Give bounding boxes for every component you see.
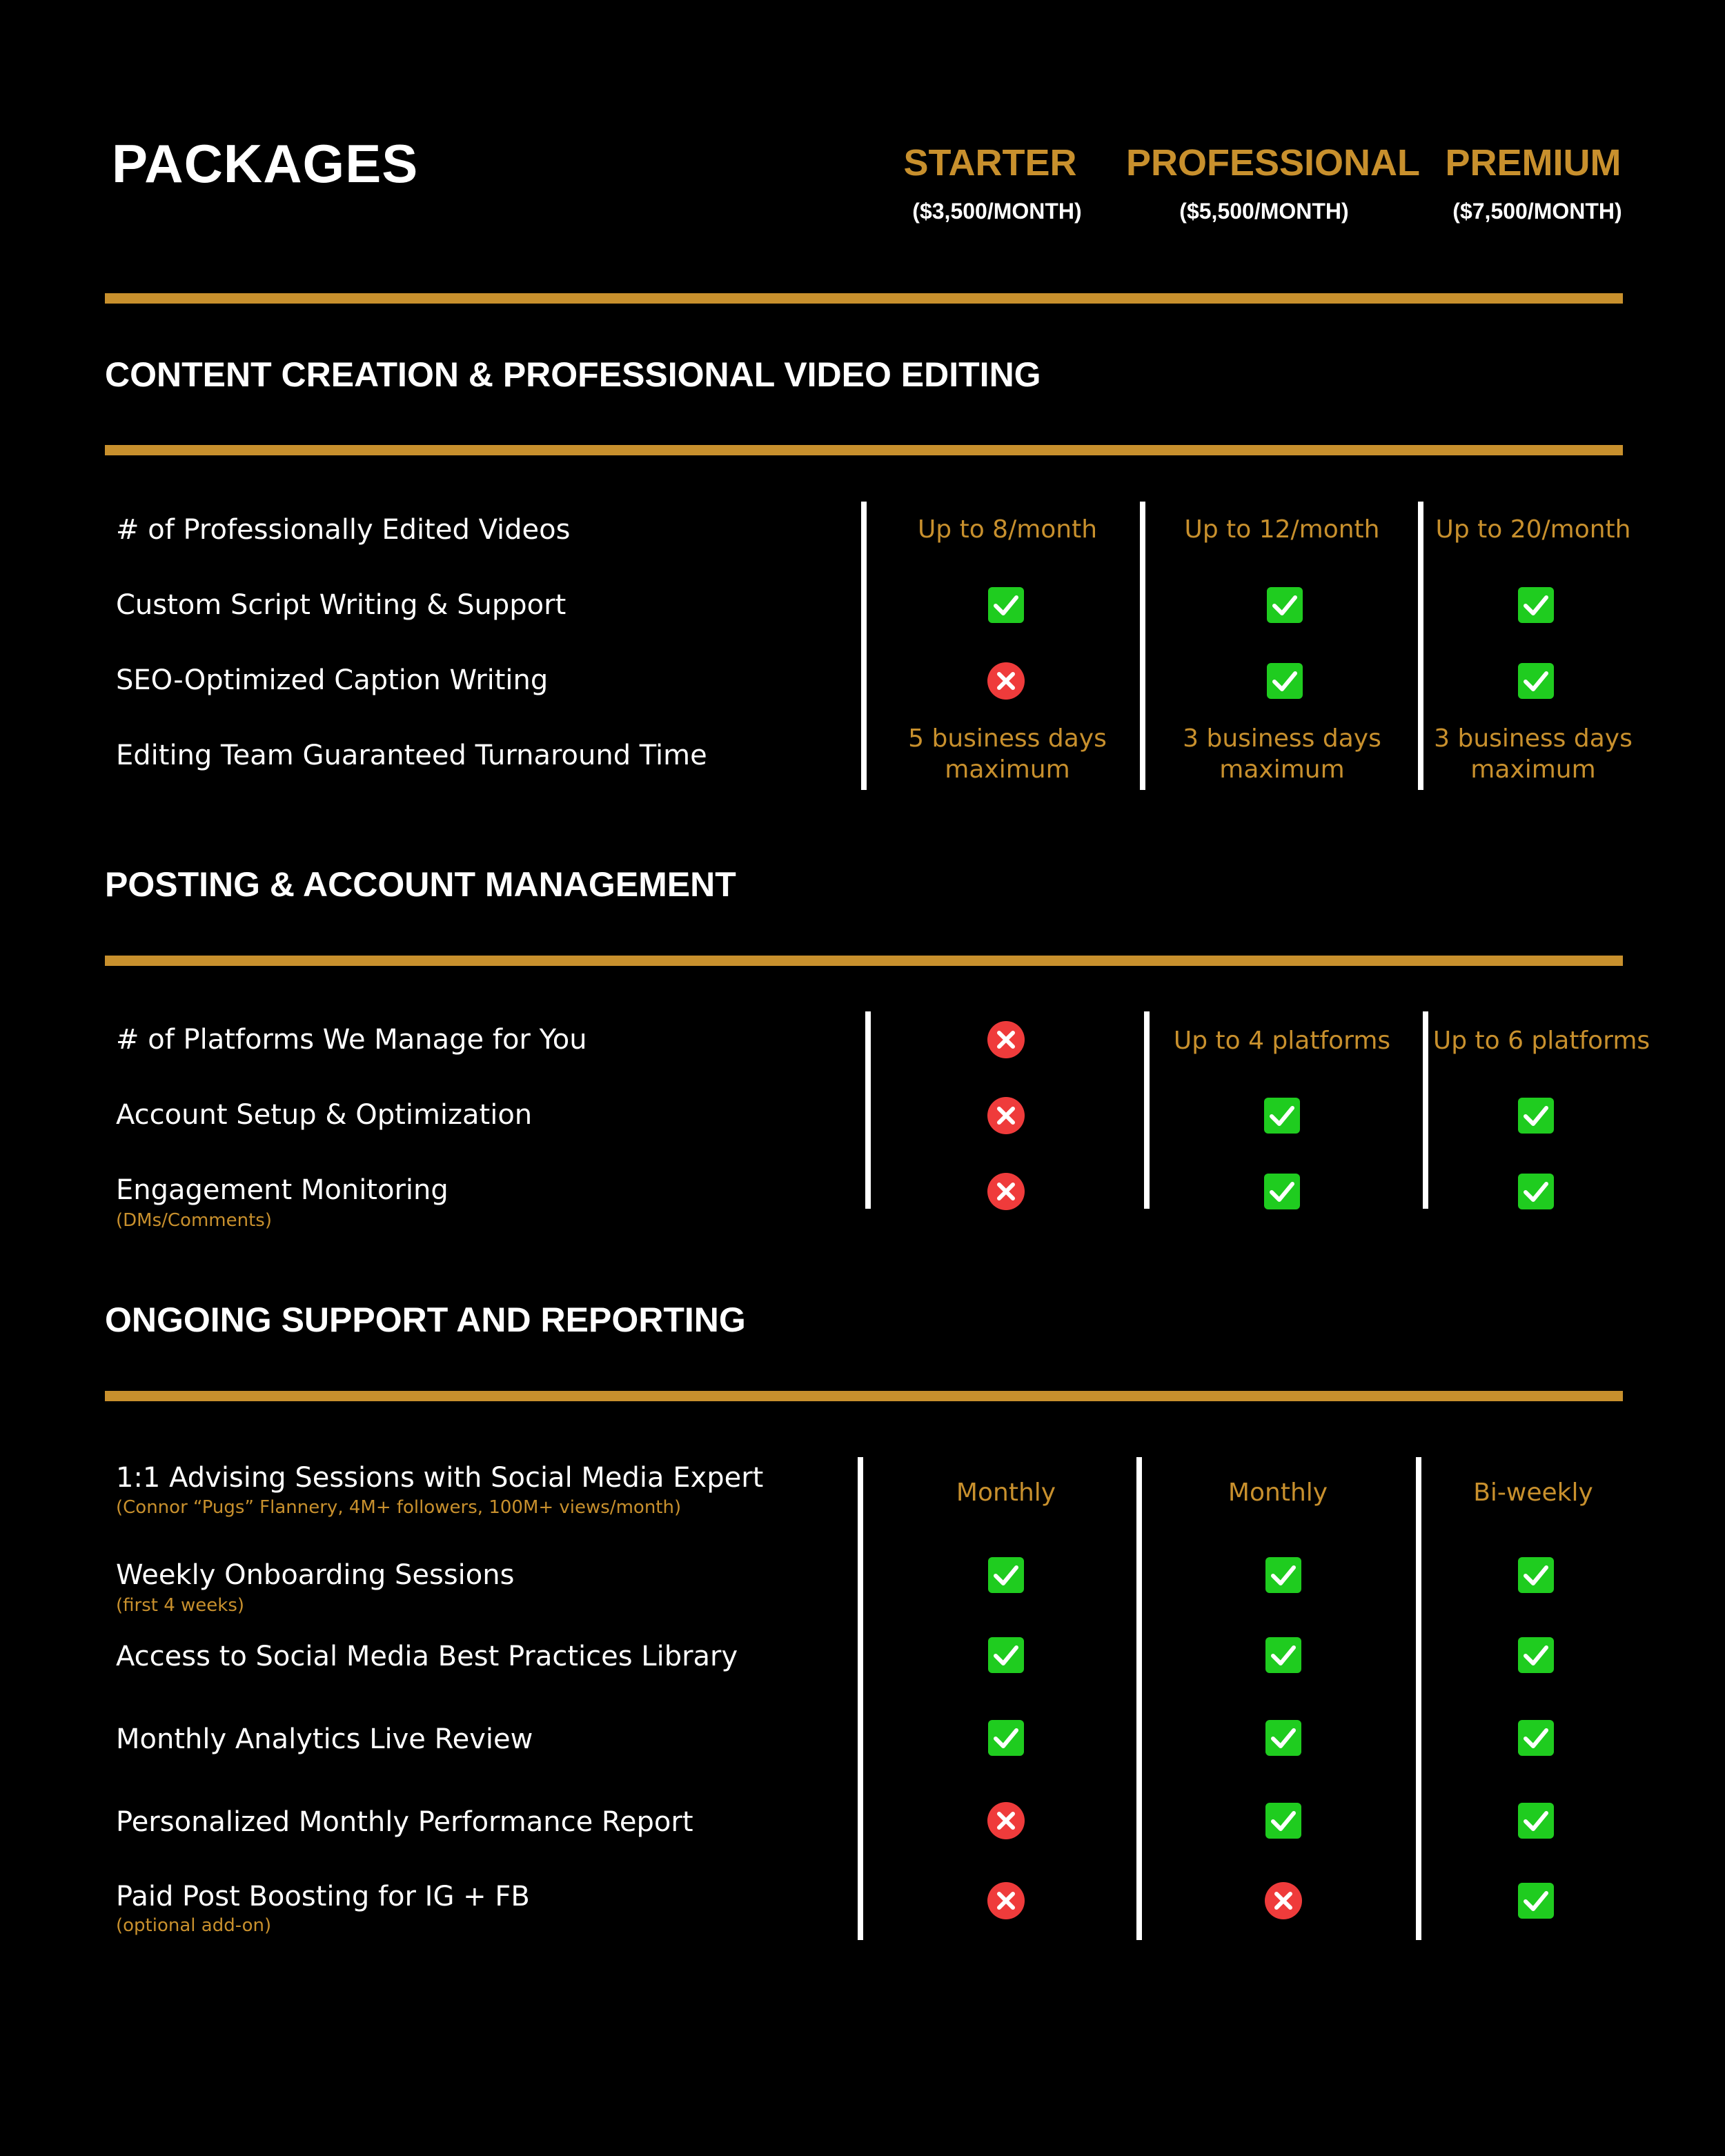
check-icon <box>1517 1801 1555 1840</box>
x-icon <box>987 662 1025 700</box>
check-icon <box>987 1719 1025 1757</box>
section-title-posting: POSTING & ACCOUNT MANAGEMENT <box>105 865 736 904</box>
section-divider <box>105 956 1623 966</box>
package-name-premium: PREMIUM <box>1445 142 1621 184</box>
check-icon <box>1265 586 1304 624</box>
package-price-premium: ($7,500/MONTH) <box>1452 199 1622 224</box>
value-line: maximum <box>1219 755 1345 784</box>
x-icon <box>987 1881 1025 1920</box>
section-title-support: ONGOING SUPPORT AND REPORTING <box>105 1300 746 1339</box>
check-icon <box>1517 1172 1555 1211</box>
check-icon <box>1263 1172 1301 1211</box>
feature-label: # of Platforms We Manage for You <box>116 1024 587 1056</box>
x-icon <box>987 1020 1025 1059</box>
value-line: 3 business days <box>1183 724 1381 753</box>
feature-label: Editing Team Guaranteed Turnaround Time <box>116 740 707 771</box>
feature-label: # of Professionally Edited Videos <box>116 514 571 546</box>
check-icon <box>1517 662 1555 700</box>
value-premium <box>1395 723 1671 785</box>
value-line: maximum <box>1470 755 1596 784</box>
value-starter: Monthly <box>956 1478 1056 1507</box>
check-icon <box>1517 1881 1555 1920</box>
feature-label: Monthly Analytics Live Review <box>116 1723 533 1755</box>
check-icon <box>1264 1801 1303 1840</box>
column-divider <box>858 1457 863 1940</box>
x-icon <box>987 1801 1025 1840</box>
feature-label: Access to Social Media Best Practices Library <box>116 1641 738 1672</box>
check-icon <box>1517 1636 1555 1674</box>
feature-label: Paid Post Boosting for IG + FB <box>116 1881 530 1912</box>
page-title: PACKAGES <box>112 133 419 194</box>
feature-label: Account Setup & Optimization <box>116 1099 533 1131</box>
value-professional: Up to 12/month <box>1184 515 1380 544</box>
check-icon <box>1263 1096 1301 1135</box>
section-title-content-creation: CONTENT CREATION & PROFESSIONAL VIDEO EDITING <box>105 355 1041 394</box>
value-premium: Up to 20/month <box>1435 515 1631 544</box>
package-price-professional: ($5,500/MONTH) <box>1179 199 1349 224</box>
value-line: maximum <box>945 755 1070 784</box>
x-icon <box>1264 1881 1303 1920</box>
value-line: 3 business days <box>1434 724 1633 753</box>
feature-note: (first 4 weeks) <box>116 1595 245 1616</box>
check-icon <box>1264 1556 1303 1594</box>
column-divider <box>1136 1457 1142 1940</box>
feature-note: (optional add-on) <box>116 1915 272 1936</box>
header-divider <box>105 293 1623 304</box>
package-name-starter: STARTER <box>903 142 1077 184</box>
value-premium: Up to 6 platforms <box>1432 1027 1650 1055</box>
check-icon <box>987 1556 1025 1594</box>
feature-label: SEO-Optimized Caption Writing <box>116 664 549 696</box>
check-icon <box>1517 1096 1555 1135</box>
value-professional: Up to 4 platforms <box>1173 1027 1391 1055</box>
value-professional <box>1144 723 1420 785</box>
x-icon <box>987 1172 1025 1211</box>
value-starter: Up to 8/month <box>917 515 1098 544</box>
column-divider <box>861 502 867 790</box>
feature-label: 1:1 Advising Sessions with Social Media Expert <box>116 1462 764 1494</box>
package-price-starter: ($3,500/MONTH) <box>912 199 1082 224</box>
feature-label: Engagement Monitoring <box>116 1174 448 1206</box>
column-divider <box>1416 1457 1421 1940</box>
feature-note: (Connor “Pugs” Flannery, 4M+ followers, 100M+ views/month) <box>116 1497 682 1518</box>
section-divider <box>105 1391 1623 1401</box>
check-icon <box>987 586 1025 624</box>
check-icon <box>987 1636 1025 1674</box>
feature-note: (DMs/Comments) <box>116 1210 272 1231</box>
feature-label: Weekly Onboarding Sessions <box>116 1559 515 1591</box>
value-professional: Monthly <box>1228 1478 1328 1507</box>
x-icon <box>987 1096 1025 1135</box>
feature-label: Personalized Monthly Performance Report <box>116 1806 693 1838</box>
check-icon <box>1265 662 1304 700</box>
value-premium: Bi-weekly <box>1473 1478 1593 1507</box>
column-divider <box>865 1011 871 1209</box>
check-icon <box>1517 586 1555 624</box>
value-starter <box>869 723 1145 785</box>
check-icon <box>1264 1719 1303 1757</box>
check-icon <box>1264 1636 1303 1674</box>
package-name-professional: PROFESSIONAL <box>1126 142 1421 184</box>
check-icon <box>1517 1556 1555 1594</box>
section-divider <box>105 445 1623 455</box>
value-line: 5 business days <box>908 724 1107 753</box>
check-icon <box>1517 1719 1555 1757</box>
feature-label: Custom Script Writing & Support <box>116 589 566 621</box>
